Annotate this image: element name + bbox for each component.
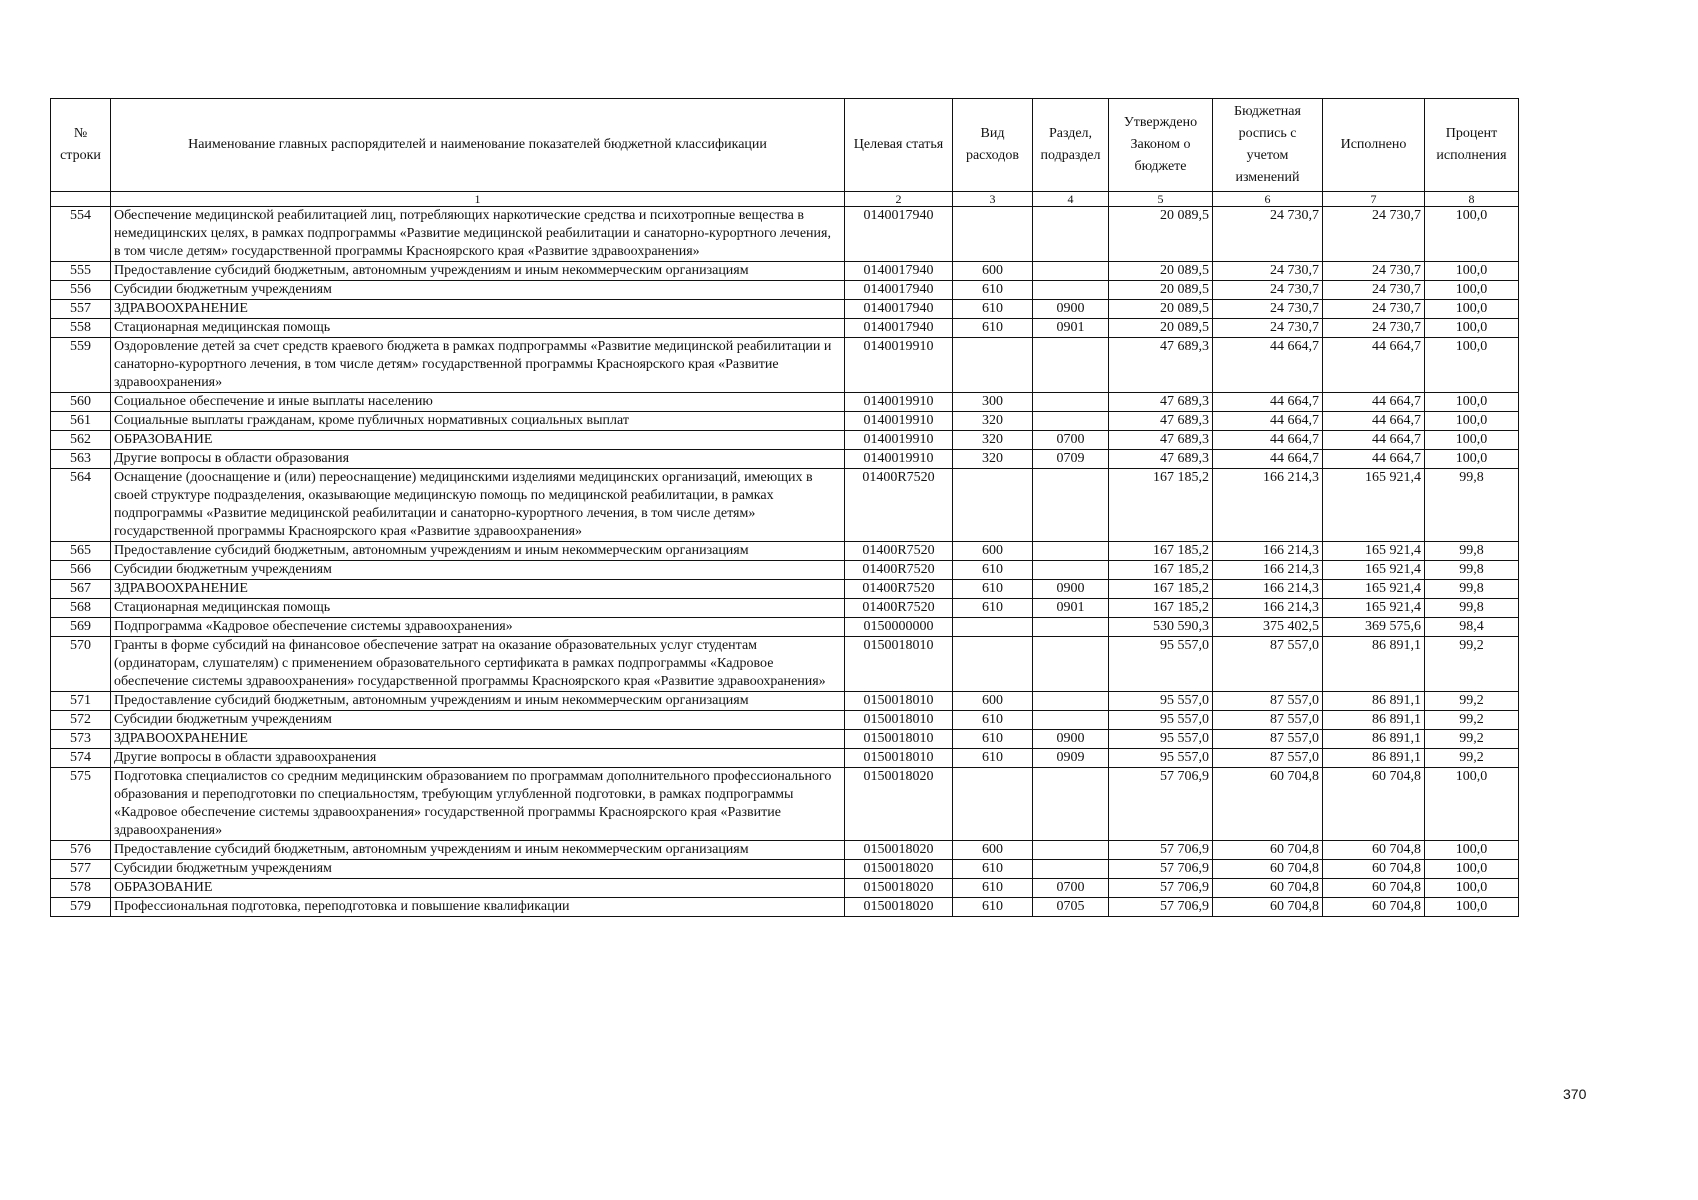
execution-percent: 100,0 bbox=[1425, 450, 1519, 469]
execution-percent: 99,8 bbox=[1425, 599, 1519, 618]
budget-amount: 44 664,7 bbox=[1213, 412, 1323, 431]
budget-amount: 87 557,0 bbox=[1213, 692, 1323, 711]
target-article: 0150018010 bbox=[845, 711, 953, 730]
executed-amount: 86 891,1 bbox=[1323, 749, 1425, 768]
table-row bbox=[51, 207, 1519, 262]
table-row bbox=[51, 469, 1519, 542]
budget-table bbox=[50, 98, 1519, 917]
section-code bbox=[1033, 637, 1109, 692]
execution-percent: 100,0 bbox=[1425, 262, 1519, 281]
approved-amount: 47 689,3 bbox=[1109, 450, 1213, 469]
section-code bbox=[1033, 618, 1109, 637]
budget-amount: 166 214,3 bbox=[1213, 469, 1323, 542]
column-number-row bbox=[51, 192, 1519, 207]
expense-type bbox=[953, 637, 1033, 692]
approved-amount: 47 689,3 bbox=[1109, 393, 1213, 412]
section-code bbox=[1033, 393, 1109, 412]
target-article: 0150018020 bbox=[845, 841, 953, 860]
row-number: 568 bbox=[51, 599, 111, 618]
row-name: Предоставление субсидий бюджетным, автономным учреждениям и иным некоммерческим организациям bbox=[111, 841, 845, 860]
budget-amount: 60 704,8 bbox=[1213, 879, 1323, 898]
section-code: 0709 bbox=[1033, 450, 1109, 469]
header-name: Наименование главных распорядителей и наименование показателей бюджетной классификации bbox=[111, 99, 845, 192]
executed-amount: 165 921,4 bbox=[1323, 469, 1425, 542]
row-name: ЗДРАВООХРАНЕНИЕ bbox=[111, 300, 845, 319]
executed-amount: 369 575,6 bbox=[1323, 618, 1425, 637]
table-row bbox=[51, 450, 1519, 469]
approved-amount: 167 185,2 bbox=[1109, 599, 1213, 618]
row-number: 572 bbox=[51, 711, 111, 730]
approved-amount: 20 089,5 bbox=[1109, 281, 1213, 300]
target-article: 0150000000 bbox=[845, 618, 953, 637]
row-number: 575 bbox=[51, 768, 111, 841]
execution-percent: 99,2 bbox=[1425, 730, 1519, 749]
section-code bbox=[1033, 412, 1109, 431]
row-name: Стационарная медицинская помощь bbox=[111, 319, 845, 338]
section-code: 0900 bbox=[1033, 300, 1109, 319]
expense-type: 610 bbox=[953, 730, 1033, 749]
column-number: 4 bbox=[1033, 192, 1109, 207]
table-row bbox=[51, 300, 1519, 319]
target-article: 0140017940 bbox=[845, 300, 953, 319]
expense-type: 610 bbox=[953, 879, 1033, 898]
target-article: 0140019910 bbox=[845, 393, 953, 412]
row-name: Субсидии бюджетным учреждениям bbox=[111, 561, 845, 580]
approved-amount: 20 089,5 bbox=[1109, 207, 1213, 262]
target-article: 0150018010 bbox=[845, 749, 953, 768]
table-row bbox=[51, 749, 1519, 768]
budget-amount: 166 214,3 bbox=[1213, 599, 1323, 618]
header-row-number: № строки bbox=[51, 99, 111, 192]
executed-amount: 24 730,7 bbox=[1323, 319, 1425, 338]
execution-percent: 100,0 bbox=[1425, 281, 1519, 300]
target-article: 0140017940 bbox=[845, 207, 953, 262]
row-number: 559 bbox=[51, 338, 111, 393]
approved-amount: 20 089,5 bbox=[1109, 300, 1213, 319]
table-row bbox=[51, 637, 1519, 692]
row-name: Предоставление субсидий бюджетным, автономным учреждениям и иным некоммерческим организациям bbox=[111, 262, 845, 281]
target-article: 0150018020 bbox=[845, 860, 953, 879]
row-name: Подпрограмма «Кадровое обеспечение системы здравоохранения» bbox=[111, 618, 845, 637]
target-article: 01400R7520 bbox=[845, 542, 953, 561]
column-number: 3 bbox=[953, 192, 1033, 207]
execution-percent: 99,8 bbox=[1425, 561, 1519, 580]
table-row bbox=[51, 898, 1519, 917]
header-approved: Утверждено Законом о бюджете bbox=[1109, 99, 1213, 192]
header-expense-type: Вид расходов bbox=[953, 99, 1033, 192]
section-code: 0901 bbox=[1033, 319, 1109, 338]
table-row bbox=[51, 393, 1519, 412]
target-article: 01400R7520 bbox=[845, 561, 953, 580]
table-row bbox=[51, 281, 1519, 300]
approved-amount: 57 706,9 bbox=[1109, 898, 1213, 917]
executed-amount: 44 664,7 bbox=[1323, 412, 1425, 431]
row-name: Стационарная медицинская помощь bbox=[111, 599, 845, 618]
section-code bbox=[1033, 768, 1109, 841]
expense-type bbox=[953, 618, 1033, 637]
expense-type: 320 bbox=[953, 431, 1033, 450]
execution-percent: 98,4 bbox=[1425, 618, 1519, 637]
approved-amount: 95 557,0 bbox=[1109, 637, 1213, 692]
section-code bbox=[1033, 561, 1109, 580]
header-percent: Процент исполнения bbox=[1425, 99, 1519, 192]
expense-type bbox=[953, 338, 1033, 393]
execution-percent: 99,2 bbox=[1425, 749, 1519, 768]
section-code bbox=[1033, 469, 1109, 542]
expense-type: 300 bbox=[953, 393, 1033, 412]
execution-percent: 99,2 bbox=[1425, 711, 1519, 730]
row-name: Предоставление субсидий бюджетным, автономным учреждениям и иным некоммерческим организациям bbox=[111, 542, 845, 561]
approved-amount: 167 185,2 bbox=[1109, 469, 1213, 542]
budget-amount: 60 704,8 bbox=[1213, 860, 1323, 879]
row-name: Субсидии бюджетным учреждениям bbox=[111, 860, 845, 879]
execution-percent: 99,8 bbox=[1425, 542, 1519, 561]
section-code bbox=[1033, 692, 1109, 711]
table-row bbox=[51, 262, 1519, 281]
row-number: 565 bbox=[51, 542, 111, 561]
target-article: 0150018020 bbox=[845, 879, 953, 898]
expense-type: 320 bbox=[953, 450, 1033, 469]
expense-type: 600 bbox=[953, 692, 1033, 711]
column-number: 5 bbox=[1109, 192, 1213, 207]
executed-amount: 165 921,4 bbox=[1323, 542, 1425, 561]
section-code: 0700 bbox=[1033, 879, 1109, 898]
header-target-article: Целевая статья bbox=[845, 99, 953, 192]
row-name: Профессиональная подготовка, переподготовка и повышение квалификации bbox=[111, 898, 845, 917]
execution-percent: 100,0 bbox=[1425, 431, 1519, 450]
section-code bbox=[1033, 338, 1109, 393]
row-number: 554 bbox=[51, 207, 111, 262]
table-row bbox=[51, 768, 1519, 841]
budget-amount: 24 730,7 bbox=[1213, 281, 1323, 300]
expense-type: 600 bbox=[953, 542, 1033, 561]
approved-amount: 47 689,3 bbox=[1109, 338, 1213, 393]
budget-amount: 375 402,5 bbox=[1213, 618, 1323, 637]
section-code bbox=[1033, 281, 1109, 300]
approved-amount: 167 185,2 bbox=[1109, 542, 1213, 561]
expense-type: 610 bbox=[953, 281, 1033, 300]
target-article: 0140017940 bbox=[845, 262, 953, 281]
target-article: 0150018020 bbox=[845, 898, 953, 917]
section-code bbox=[1033, 711, 1109, 730]
execution-percent: 100,0 bbox=[1425, 300, 1519, 319]
execution-percent: 100,0 bbox=[1425, 898, 1519, 917]
target-article: 0150018010 bbox=[845, 637, 953, 692]
table-row bbox=[51, 841, 1519, 860]
executed-amount: 44 664,7 bbox=[1323, 450, 1425, 469]
budget-amount: 24 730,7 bbox=[1213, 207, 1323, 262]
section-code bbox=[1033, 207, 1109, 262]
table-body bbox=[51, 207, 1519, 917]
row-number: 573 bbox=[51, 730, 111, 749]
approved-amount: 167 185,2 bbox=[1109, 580, 1213, 599]
target-article: 0140019910 bbox=[845, 412, 953, 431]
table-row bbox=[51, 431, 1519, 450]
row-number: 563 bbox=[51, 450, 111, 469]
row-name: ОБРАЗОВАНИЕ bbox=[111, 879, 845, 898]
section-code: 0705 bbox=[1033, 898, 1109, 917]
table-row bbox=[51, 561, 1519, 580]
row-number: 571 bbox=[51, 692, 111, 711]
row-number: 558 bbox=[51, 319, 111, 338]
target-article: 0140017940 bbox=[845, 319, 953, 338]
execution-percent: 100,0 bbox=[1425, 393, 1519, 412]
column-number: 6 bbox=[1213, 192, 1323, 207]
budget-amount: 87 557,0 bbox=[1213, 711, 1323, 730]
row-name: Гранты в форме субсидий на финансовое обеспечение затрат на оказание образовательных услуг студентам (ординаторам, слушателям) с применением образовательного сертификата в рамках подпрограммы «Кадровое обеспечение системы здравоохранения» государственной программы Красноярского края «Развитие здравоохранения» bbox=[111, 637, 845, 692]
execution-percent: 99,2 bbox=[1425, 692, 1519, 711]
target-article: 0150018010 bbox=[845, 730, 953, 749]
budget-amount: 44 664,7 bbox=[1213, 338, 1323, 393]
row-number: 564 bbox=[51, 469, 111, 542]
expense-type: 610 bbox=[953, 711, 1033, 730]
budget-amount: 44 664,7 bbox=[1213, 450, 1323, 469]
expense-type: 610 bbox=[953, 860, 1033, 879]
target-article: 0140019910 bbox=[845, 450, 953, 469]
column-number: 1 bbox=[111, 192, 845, 207]
execution-percent: 100,0 bbox=[1425, 338, 1519, 393]
row-number: 561 bbox=[51, 412, 111, 431]
approved-amount: 47 689,3 bbox=[1109, 431, 1213, 450]
row-name: Предоставление субсидий бюджетным, автономным учреждениям и иным некоммерческим организациям bbox=[111, 692, 845, 711]
row-number: 557 bbox=[51, 300, 111, 319]
approved-amount: 57 706,9 bbox=[1109, 879, 1213, 898]
approved-amount: 530 590,3 bbox=[1109, 618, 1213, 637]
executed-amount: 24 730,7 bbox=[1323, 281, 1425, 300]
section-code bbox=[1033, 542, 1109, 561]
approved-amount: 95 557,0 bbox=[1109, 749, 1213, 768]
table-row bbox=[51, 580, 1519, 599]
table-row bbox=[51, 338, 1519, 393]
row-name: Подготовка специалистов со средним медицинским образованием по программам дополнительного профессионального образования и переподготовки по специальностям, требующим углубленной подготовки, в рамках подпрограммы «Кадровое обеспечение системы здравоохранения» государственной программы Красноярского края «Развитие здравоохранения» bbox=[111, 768, 845, 841]
budget-amount: 166 214,3 bbox=[1213, 542, 1323, 561]
executed-amount: 44 664,7 bbox=[1323, 393, 1425, 412]
section-code: 0700 bbox=[1033, 431, 1109, 450]
expense-type: 600 bbox=[953, 841, 1033, 860]
table-row bbox=[51, 692, 1519, 711]
row-name: Оснащение (дооснащение и (или) переоснащение) медицинскими изделиями медицинских организаций, имеющих в своей структуре подразделения, оказывающие медицинскую помощь по медицинской реабилитации, в рамках подпрограммы «Развитие медицинской реабилитации и санаторно-курортного лечения, в том числе детям» государственной программы Красноярского края «Развитие здравоохранения» bbox=[111, 469, 845, 542]
section-code: 0901 bbox=[1033, 599, 1109, 618]
row-name: Оздоровление детей за счет средств краевого бюджета в рамках подпрограммы «Развитие медицинской реабилитации и санаторно-курортного лечения, в том числе детям» государственной программы Красноярского края «Развитие здравоохранения» bbox=[111, 338, 845, 393]
expense-type: 610 bbox=[953, 898, 1033, 917]
expense-type bbox=[953, 768, 1033, 841]
row-number: 576 bbox=[51, 841, 111, 860]
approved-amount: 95 557,0 bbox=[1109, 730, 1213, 749]
expense-type: 610 bbox=[953, 749, 1033, 768]
approved-amount: 57 706,9 bbox=[1109, 768, 1213, 841]
column-number bbox=[51, 192, 111, 207]
section-code: 0900 bbox=[1033, 730, 1109, 749]
row-name: Обеспечение медицинской реабилитацией лиц, потребляющих наркотические средства и психотропные вещества в немедицинских целях, в рамках подпрограммы «Развитие медицинской реабилитации и санаторно-курортного лечения, в том числе детям» государственной программы Красноярского края «Развитие здравоохранения» bbox=[111, 207, 845, 262]
budget-amount: 24 730,7 bbox=[1213, 262, 1323, 281]
budget-amount: 87 557,0 bbox=[1213, 637, 1323, 692]
approved-amount: 20 089,5 bbox=[1109, 262, 1213, 281]
row-number: 577 bbox=[51, 860, 111, 879]
target-article: 01400R7520 bbox=[845, 599, 953, 618]
page-number: 370 bbox=[1563, 1086, 1587, 1102]
target-article: 0150018010 bbox=[845, 692, 953, 711]
approved-amount: 167 185,2 bbox=[1109, 561, 1213, 580]
execution-percent: 99,8 bbox=[1425, 469, 1519, 542]
executed-amount: 60 704,8 bbox=[1323, 898, 1425, 917]
row-name: Субсидии бюджетным учреждениям bbox=[111, 281, 845, 300]
section-code bbox=[1033, 860, 1109, 879]
approved-amount: 95 557,0 bbox=[1109, 692, 1213, 711]
expense-type bbox=[953, 207, 1033, 262]
column-number: 2 bbox=[845, 192, 953, 207]
row-name: ЗДРАВООХРАНЕНИЕ bbox=[111, 730, 845, 749]
table-row bbox=[51, 711, 1519, 730]
target-article: 0140019910 bbox=[845, 338, 953, 393]
expense-type: 610 bbox=[953, 300, 1033, 319]
executed-amount: 44 664,7 bbox=[1323, 338, 1425, 393]
table-row bbox=[51, 860, 1519, 879]
execution-percent: 100,0 bbox=[1425, 860, 1519, 879]
row-name: ОБРАЗОВАНИЕ bbox=[111, 431, 845, 450]
execution-percent: 100,0 bbox=[1425, 879, 1519, 898]
row-number: 579 bbox=[51, 898, 111, 917]
row-number: 556 bbox=[51, 281, 111, 300]
section-code: 0909 bbox=[1033, 749, 1109, 768]
budget-amount: 166 214,3 bbox=[1213, 561, 1323, 580]
executed-amount: 24 730,7 bbox=[1323, 300, 1425, 319]
expense-type bbox=[953, 469, 1033, 542]
executed-amount: 86 891,1 bbox=[1323, 730, 1425, 749]
target-article: 01400R7520 bbox=[845, 469, 953, 542]
execution-percent: 100,0 bbox=[1425, 841, 1519, 860]
executed-amount: 165 921,4 bbox=[1323, 580, 1425, 599]
row-name: Социальные выплаты гражданам, кроме публичных нормативных социальных выплат bbox=[111, 412, 845, 431]
approved-amount: 95 557,0 bbox=[1109, 711, 1213, 730]
executed-amount: 60 704,8 bbox=[1323, 879, 1425, 898]
execution-percent: 100,0 bbox=[1425, 412, 1519, 431]
target-article: 0140019910 bbox=[845, 431, 953, 450]
executed-amount: 24 730,7 bbox=[1323, 207, 1425, 262]
table-row bbox=[51, 412, 1519, 431]
row-name: ЗДРАВООХРАНЕНИЕ bbox=[111, 580, 845, 599]
approved-amount: 57 706,9 bbox=[1109, 841, 1213, 860]
approved-amount: 57 706,9 bbox=[1109, 860, 1213, 879]
budget-amount: 44 664,7 bbox=[1213, 431, 1323, 450]
row-name: Другие вопросы в области образования bbox=[111, 450, 845, 469]
table-row bbox=[51, 879, 1519, 898]
executed-amount: 86 891,1 bbox=[1323, 692, 1425, 711]
row-number: 567 bbox=[51, 580, 111, 599]
expense-type: 610 bbox=[953, 599, 1033, 618]
executed-amount: 60 704,8 bbox=[1323, 841, 1425, 860]
executed-amount: 86 891,1 bbox=[1323, 711, 1425, 730]
expense-type: 610 bbox=[953, 561, 1033, 580]
header-section: Раздел, подраздел bbox=[1033, 99, 1109, 192]
executed-amount: 165 921,4 bbox=[1323, 561, 1425, 580]
budget-amount: 166 214,3 bbox=[1213, 580, 1323, 599]
row-number: 570 bbox=[51, 637, 111, 692]
budget-amount: 87 557,0 bbox=[1213, 730, 1323, 749]
table-row bbox=[51, 730, 1519, 749]
column-number: 7 bbox=[1323, 192, 1425, 207]
header-budget-schedule: Бюджетная роспись с учетом изменений bbox=[1213, 99, 1323, 192]
approved-amount: 47 689,3 bbox=[1109, 412, 1213, 431]
row-number: 555 bbox=[51, 262, 111, 281]
section-code: 0900 bbox=[1033, 580, 1109, 599]
budget-amount: 24 730,7 bbox=[1213, 300, 1323, 319]
expense-type: 610 bbox=[953, 319, 1033, 338]
budget-amount: 60 704,8 bbox=[1213, 768, 1323, 841]
execution-percent: 100,0 bbox=[1425, 768, 1519, 841]
budget-amount: 24 730,7 bbox=[1213, 319, 1323, 338]
table-row bbox=[51, 599, 1519, 618]
execution-percent: 99,2 bbox=[1425, 637, 1519, 692]
row-number: 578 bbox=[51, 879, 111, 898]
approved-amount: 20 089,5 bbox=[1109, 319, 1213, 338]
expense-type: 610 bbox=[953, 580, 1033, 599]
header-row bbox=[51, 99, 1519, 192]
table-row bbox=[51, 319, 1519, 338]
budget-amount: 60 704,8 bbox=[1213, 841, 1323, 860]
budget-amount: 44 664,7 bbox=[1213, 393, 1323, 412]
row-number: 560 bbox=[51, 393, 111, 412]
executed-amount: 86 891,1 bbox=[1323, 637, 1425, 692]
executed-amount: 44 664,7 bbox=[1323, 431, 1425, 450]
header-executed: Исполнено bbox=[1323, 99, 1425, 192]
target-article: 01400R7520 bbox=[845, 580, 953, 599]
row-name: Социальное обеспечение и иные выплаты населению bbox=[111, 393, 845, 412]
table-row bbox=[51, 542, 1519, 561]
execution-percent: 100,0 bbox=[1425, 207, 1519, 262]
expense-type: 600 bbox=[953, 262, 1033, 281]
row-number: 566 bbox=[51, 561, 111, 580]
budget-amount: 60 704,8 bbox=[1213, 898, 1323, 917]
column-number: 8 bbox=[1425, 192, 1519, 207]
row-name: Другие вопросы в области здравоохранения bbox=[111, 749, 845, 768]
row-number: 562 bbox=[51, 431, 111, 450]
executed-amount: 60 704,8 bbox=[1323, 768, 1425, 841]
executed-amount: 24 730,7 bbox=[1323, 262, 1425, 281]
budget-amount: 87 557,0 bbox=[1213, 749, 1323, 768]
row-name: Субсидии бюджетным учреждениям bbox=[111, 711, 845, 730]
expense-type: 320 bbox=[953, 412, 1033, 431]
target-article: 0150018020 bbox=[845, 768, 953, 841]
section-code bbox=[1033, 841, 1109, 860]
executed-amount: 165 921,4 bbox=[1323, 599, 1425, 618]
target-article: 0140017940 bbox=[845, 281, 953, 300]
execution-percent: 100,0 bbox=[1425, 319, 1519, 338]
executed-amount: 60 704,8 bbox=[1323, 860, 1425, 879]
row-number: 569 bbox=[51, 618, 111, 637]
execution-percent: 99,8 bbox=[1425, 580, 1519, 599]
table-row bbox=[51, 618, 1519, 637]
section-code bbox=[1033, 262, 1109, 281]
row-number: 574 bbox=[51, 749, 111, 768]
